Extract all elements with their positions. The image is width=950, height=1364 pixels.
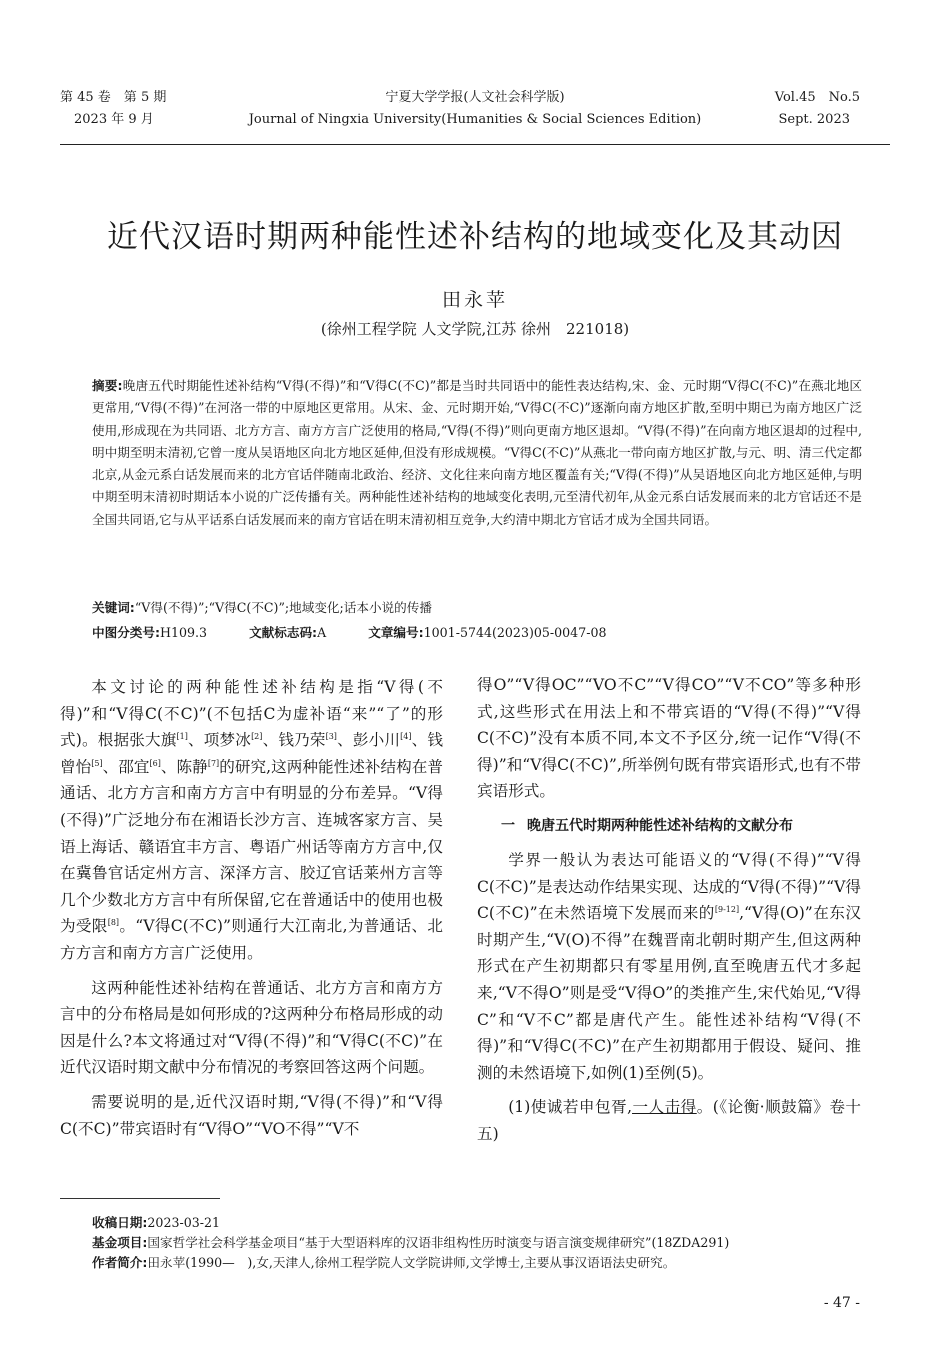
citation-ref: [4] [400,732,412,741]
article-affiliation: (徐州工程学院 人文学院,江苏 徐州 221018) [320,320,630,338]
citation-ref: [6] [149,758,161,768]
header-rule [60,144,890,145]
header-journal-en: Journal of Ningxia University(Humanities & Social Sciences Edition) [248,112,702,127]
body-left-column [60,674,443,1150]
section-title: 晚唐五代时期两种能性述补结构的文献分布 [527,817,793,834]
section-number: 一 [501,817,515,834]
body-right-column [477,672,861,1156]
header-vol-no: Vol.45 No.5 [774,90,860,105]
abstract-text: 晚唐五代时期能性述补结构“V得(不得)”和“V得C(不C)”都是当时共同语中的能性表达结构,宋、金、元时期“V得C(不C)”在燕北地区更常用,“V得(不得)”在河洛一带的中原地区更常用。从宋、金、元时期开始,“V得C(不C)”逐渐向南方地区扩散,至明中期已为南方地区广泛使用,形成现在为共同语、北方方言、南方方言广泛使用的格局,“V得(不得)”则向更南方地区退却。“V得(不得)”在向南方地区退却的过程中,明中期至明末清初,它曾一度从吴语地区向北方地区延伸,但没有形成规模。“V得C(不C)”从燕北一带向南方地区扩散,与元、明、清三代定都北京,从金元系白话发展而来的北方官话伴随南北政治、经济、文化往来向南方地区覆盖有关;“V得(不得)”从吴语地区向北方地区延伸,与明中期至明末清初时期话本小说的广泛传播有关。两种能性述补结构的地域变化表明,元至清代初年,从金元系白话发展而来的北方官话还不是全国共同语,它与从平话系白话发展而来的南方官话在明末清初相互竞争,大约清中期北方官话才成为全国共同语。 [92,378,862,527]
example-1: (1)使诚若申包胥,一人击得。(《论衡·顺鼓篇》卷十五) [477,1098,861,1143]
article-id-value: 1001-5744(2023)05-0047-08 [423,625,607,640]
citation-ref: [7] [207,758,220,768]
header-volume-issue: 第 45 卷 第 5 期 [60,90,167,105]
paragraph-note-continued: 得O”“V得OC”“VO不C”“V得CO”“V不CO”等多种形式,这些形式在用法上和不带宾语的“V得(不得)”“V得C(不C)”没有本质不同,本文不予区分,统一记作“V得(不得)”和“V得C(不C)”,所举例句既有带宾语形式,也有不带宾语形式。 [477,676,861,801]
example-1-underlined: 一人击得 [632,1098,697,1117]
article-author: 田永苹 [441,289,508,311]
clc-label: 中图分类号: [92,625,161,640]
paragraph-intro: 本文讨论的两种能性述补结构是指“V得(不得)”和“V得C(不C)”(不包括C为虚补语“来”“了”的形式)。根据张大旗[1]、项梦冰[2]、钱乃荣[3]、彭小川[4]、钱曾怡[5]、邵宜[6]、陈静[7]的研究,这两种能性述补结构在普通话、北方方言和南方方言中有明显的分布差异。“V得(不得)”广泛地分布在湘语长沙方言、连城客家方言、吴语上海话、赣语宜丰方言、粤语广州话等南方方言中,仅在冀鲁官话定州方言、深泽方言、胶辽官话莱州方言等几个少数北方方言中有所保留,它在普通话中的使用也极为受限[8]。“V得C(不C)”则通行大江南北,为普通话、北方方言和南方方言广泛使用。 [60,678,443,962]
doc-code-label: 文献标志码: [249,625,318,640]
footnote-author: 作者简介:田永苹(1990— ),女,天津人,徐州工程学院人文学院讲师,文学博士,主要从事汉语语法史研究。 [92,1255,676,1270]
section-heading [477,813,861,839]
abstract [92,375,862,531]
citation-ref: [1] [176,732,188,741]
header-journal-cn: 宁夏大学学报(人文社会科学版) [385,90,565,105]
citation-ref: [9-12] [714,904,740,914]
keywords [92,597,862,619]
article-title: 近代汉语时期两种能性述补结构的地域变化及其动因 [107,219,843,255]
doc-code-value: A [317,625,327,640]
paragraph-note: 需要说明的是,近代汉语时期,“V得(不得)”和“V得C(不C)”带宾语时有“V得O”“VO不得”“V不 [60,1092,443,1138]
footnote-rule [60,1198,220,1199]
abstract-label: 摘要: [92,378,123,393]
page-number: - 47 - [823,1295,860,1311]
keywords-label: 关键词: [92,600,135,615]
clc-value: H109.3 [160,625,208,640]
footnote-received: 收稿日期:2023-03-21 [92,1215,221,1230]
citation-ref: [8] [107,918,120,928]
classification-line [92,622,862,644]
citation-ref: [2] [251,732,263,741]
paragraph-section-1: 学界一般认为表达可能语义的“V得(不得)”“V得C(不C)”是表达动作结果实现、达成的“V得(不得)”“V得C(不C)”在未然语境下发展而来的[9-12],“V得(O)”在东汉时期产生,“V(O)不得”在魏晋南北朝时期产生,但这两种形式在产生初期都只有零星用例,直至晚唐五代才多起来,“V不得O”则是受“V得O”的类推产生,宋代始见,“V得C”和“V不C”都是唐代产生。能性述补结构“V得(不得)”和“V得C(不C)”在产生初期都用于假设、疑问、推测的未然语境下,如例(1)至例(5)。 [477,850,861,1082]
citation-ref: [5] [91,758,103,768]
footnote-fund: 基金项目:国家哲学社会科学基金项目“基于大型语料库的汉语非组构性历时演变与语言演变规律研究”(18ZDA291) [92,1235,730,1250]
header-sept: Sept. 2023 [778,112,850,127]
paragraph-questions: 这两种能性述补结构在普通话、北方方言和南方方言中的分布格局是如何形成的?这两种分布格局形成的动因是什么?本文将通过对“V得(不得)”和“V得C(不C)”在近代汉语时期文献中分布情况的考察回答这两个问题。 [60,978,443,1077]
header-date: 2023 年 9 月 [74,112,154,127]
article-id-label: 文章编号: [368,625,424,640]
keywords-text: “V得(不得)”;“V得C(不C)”;地域变化;话本小说的传播 [134,600,432,615]
citation-ref: [3] [325,732,337,741]
